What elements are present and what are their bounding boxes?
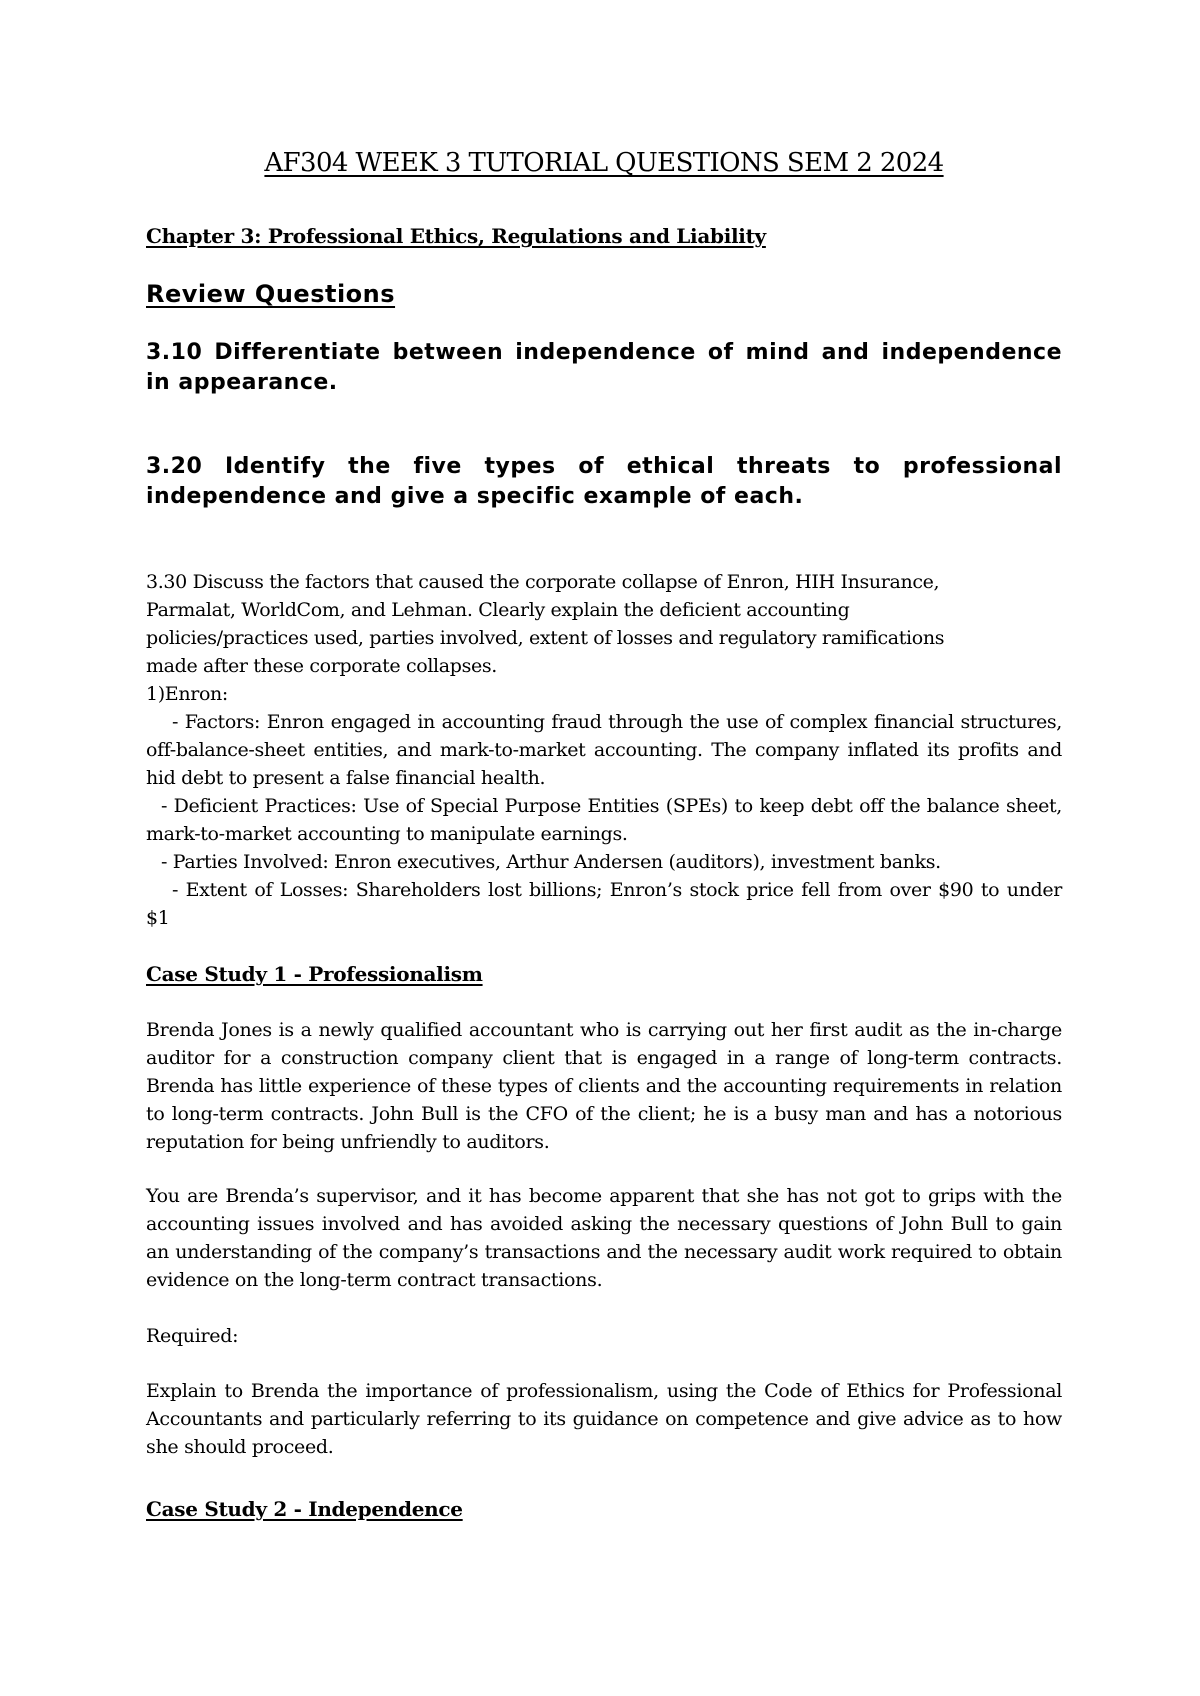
enron-label: 1)Enron: (146, 683, 228, 705)
question-3-30-line: 3.30 Discuss the factors that caused the corporate collapse of Enron, HIH Insurance, (146, 571, 940, 593)
question-3-10: 3.10 Differentiate between independence of mind and independence in appearance. (146, 340, 1062, 395)
enron-factors-text: - Factors: Enron engaged in accounting fraud through the use of complex financial structures, off-balance-sheet entities, and mark-to-market accounting. The company inflated its profits and hid debt to present a false financial health. (146, 711, 1062, 789)
enron-extent-of-losses (146, 876, 1062, 932)
review-questions-heading: Review Questions (146, 280, 396, 308)
enron-parties-involved (146, 848, 1062, 876)
enron-deficient-practices (146, 792, 1062, 848)
enron-factors (146, 708, 1062, 792)
case-study-1-paragraph: Explain to Brenda the importance of professionalism, using the Code of Ethics for Professional Accountants and particularly referring to its guidance on competence and give advice as to how she should proceed. (146, 1380, 1062, 1458)
question-3-30-line: Parmalat, WorldCom, and Lehman. Clearly explain the deficient accounting (146, 599, 850, 621)
case-study-1-paragraph: Brenda Jones is a newly qualified accountant who is carrying out her first audit as the in-charge auditor for a construction company client that is engaged in a range of long-term contracts. Brenda has little experience of these types of clients and the accounting requirements in relation to long-term contracts. John Bull is the CFO of the client; he is a busy man and has a notorious reputation for being unfriendly to auditors. (146, 1019, 1062, 1153)
question-3-20: 3.20 Identify the five types of ethical threats to professional independence and give a specific example of each. (146, 454, 1062, 509)
case-study-2-heading: Case Study 2 - Independence (146, 1497, 463, 1521)
question-3-30 (146, 568, 1062, 932)
question-3-30-line: made after these corporate collapses. (146, 655, 497, 677)
enron-parties-involved-text: - Parties Involved: Enron executives, Arthur Andersen (auditors), investment banks. (161, 851, 941, 873)
required-label: Required: (146, 1325, 239, 1347)
enron-deficient-practices-text: - Deficient Practices: Use of Special Purpose Entities (SPEs) to keep debt off the balance sheet, mark-to-market accounting to manipulate earnings. (146, 795, 1062, 845)
document-title: AF304 WEEK 3 TUTORIAL QUESTIONS SEM 2 2024 (264, 148, 944, 178)
case-study-1-heading: Case Study 1 - Professionalism (146, 962, 483, 986)
question-3-30-line: policies/practices used, parties involved, extent of losses and regulatory ramifications (146, 627, 945, 649)
chapter-heading: Chapter 3: Professional Ethics, Regulations and Liability (146, 224, 766, 248)
case-study-1-paragraph: You are Brenda’s supervisor, and it has become apparent that she has not got to grips with the accounting issues involved and has avoided asking the necessary questions of John Bull to gain an understanding of the company’s transactions and the necessary audit work required to obtain evidence on the long-term contract transactions. (146, 1185, 1062, 1291)
enron-extent-of-losses-text: - Extent of Losses: Shareholders lost billions; Enron’s stock price fell from over $90 to under $1 (146, 879, 1062, 929)
